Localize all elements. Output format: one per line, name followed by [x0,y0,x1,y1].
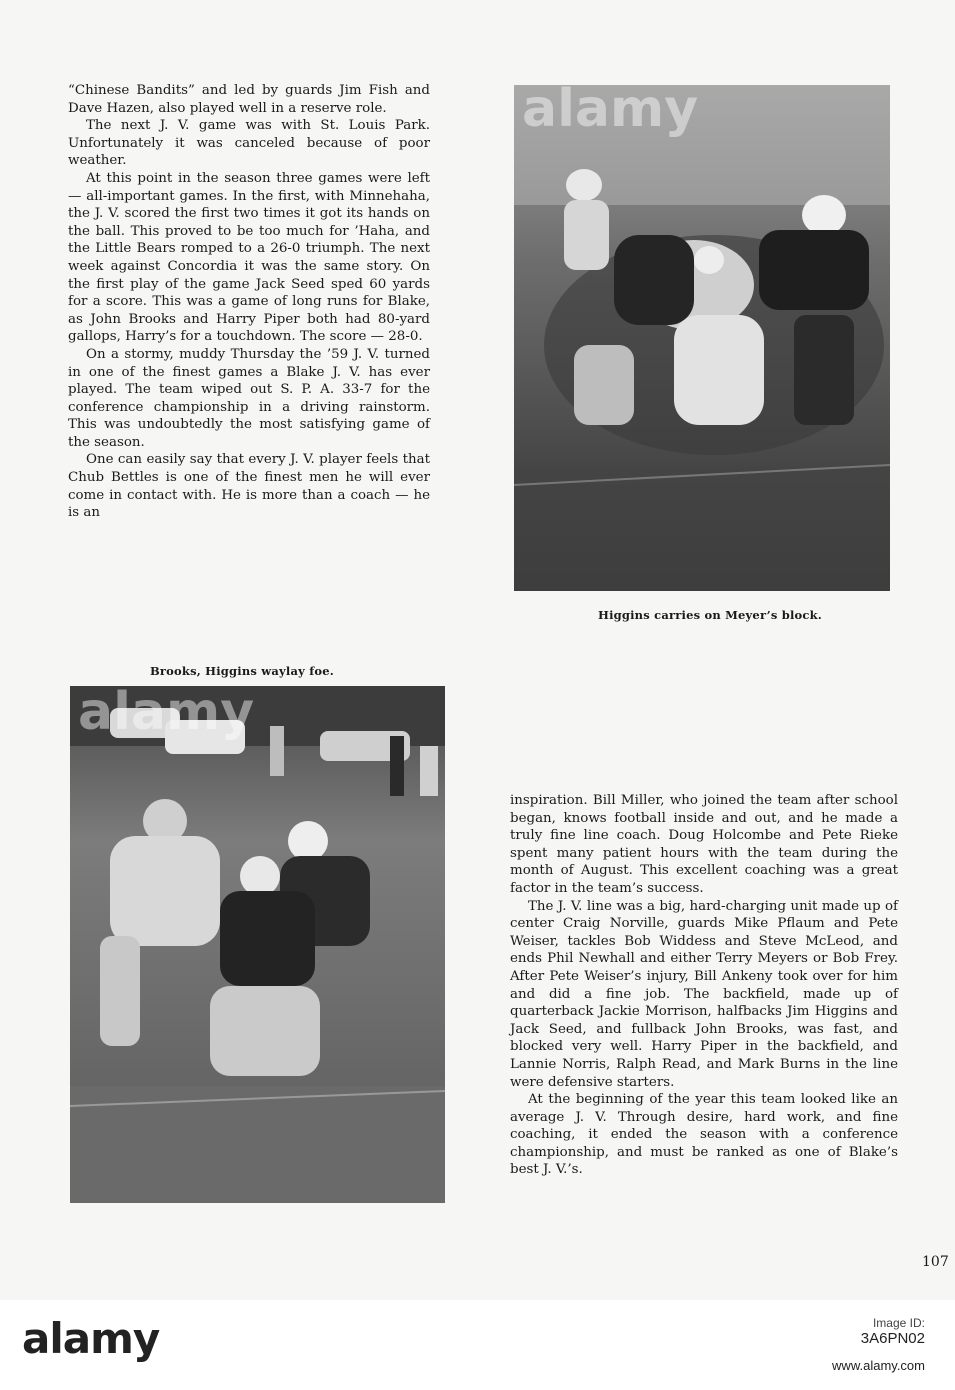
left-text-column [68,82,430,522]
paragraph: At this point in the season three games were left — all-important games. In the first, with Minnehaha, the J. V. scored the first two times it got its hands on the ball. This proved to be too much for ’Haha, and the Little Bears romped to a 26-0 triumph. The next week against Concordia it was the same story. On the first play of the game Jack Seed sped 60 yards for a score. This was a game of long runs for Blake, as John Brooks and Harry Piper both had 80-yard gallops, Harry’s for a touchdown. The score — 28-0. [68,170,430,345]
photo-illustration [514,85,890,591]
paragraph: On a stormy, muddy Thursday the ’59 J. V. turned in one of the finest games a Blake J. V. has ever played. The team wiped out S. P. A. 33-7 for the conference championship in a driving rainstorm. This was undoubtedly the most satisfying game of the season. [68,346,430,450]
paragraph: The next J. V. game was with St. Louis Park. Unfortunately it was canceled because of poor weather. [68,118,430,169]
football-photo-bottom [70,686,445,1203]
photo-caption-bottom: Brooks, Higgins waylay foe. [150,664,334,678]
photo-caption-top: Higgins carries on Meyer’s block. [598,608,822,622]
image-id-label: Image ID: [872,1316,925,1330]
paragraph: “Chinese Bandits” and led by guards Jim Fish and Dave Hazen, also played well in a reserve role. [68,83,430,116]
image-id: 3A6PN02 [860,1330,925,1347]
stock-footer [0,1300,955,1390]
photo-illustration [70,686,445,1203]
image-id-block [861,1316,925,1347]
page-number: 107 [922,1254,949,1270]
paragraph: The J. V. line was a big, hard-charging unit made up of center Craig Norville, guards Mike Pflaum and Pete Weiser, tackles Bob Widdess and Steve McLeod, and ends Phil Newhall and either Terry Meyers or Bob Frey. After Pete Weiser’s injury, Bill Ankeny took over for him and did a fine job. The backfield, made up of quarterback Jackie Morrison, halfbacks Jim Higgins and Jack Seed, and fullback John Brooks, was fast, and blocked very well. Harry Piper in the backfield, and Lannie Norris, Ralph Read, and Mark Burns in the line were defensive starters. [510,898,898,1090]
paragraph: One can easily say that every J. V. player feels that Chub Bettles is one of the finest men he will ever come in contact with. He is more than a coach — he is an [68,452,430,521]
watermark: alamy [522,85,699,139]
alamy-logo[interactable]: alamy [22,1314,160,1363]
paragraph: inspiration. Bill Miller, who joined the team after school began, knows football inside and out, and he made a truly fine line coach. Doug Holcombe and Pete Rieke spent many patient hours with the team during the month of August. This excellent coaching was a great factor in the team’s success. [510,793,898,896]
football-photo-top [514,85,890,591]
site-url[interactable]: www.alamy.com [832,1358,925,1373]
right-text-column [510,792,898,1179]
paragraph: At the beginning of the year this team looked like an average J. V. Through desire, hard work, and fine coaching, it ended the season with a conference championship, and must be ranked as one of Blake’s best J. V.’s. [510,1092,898,1178]
watermark: alamy [78,686,255,742]
